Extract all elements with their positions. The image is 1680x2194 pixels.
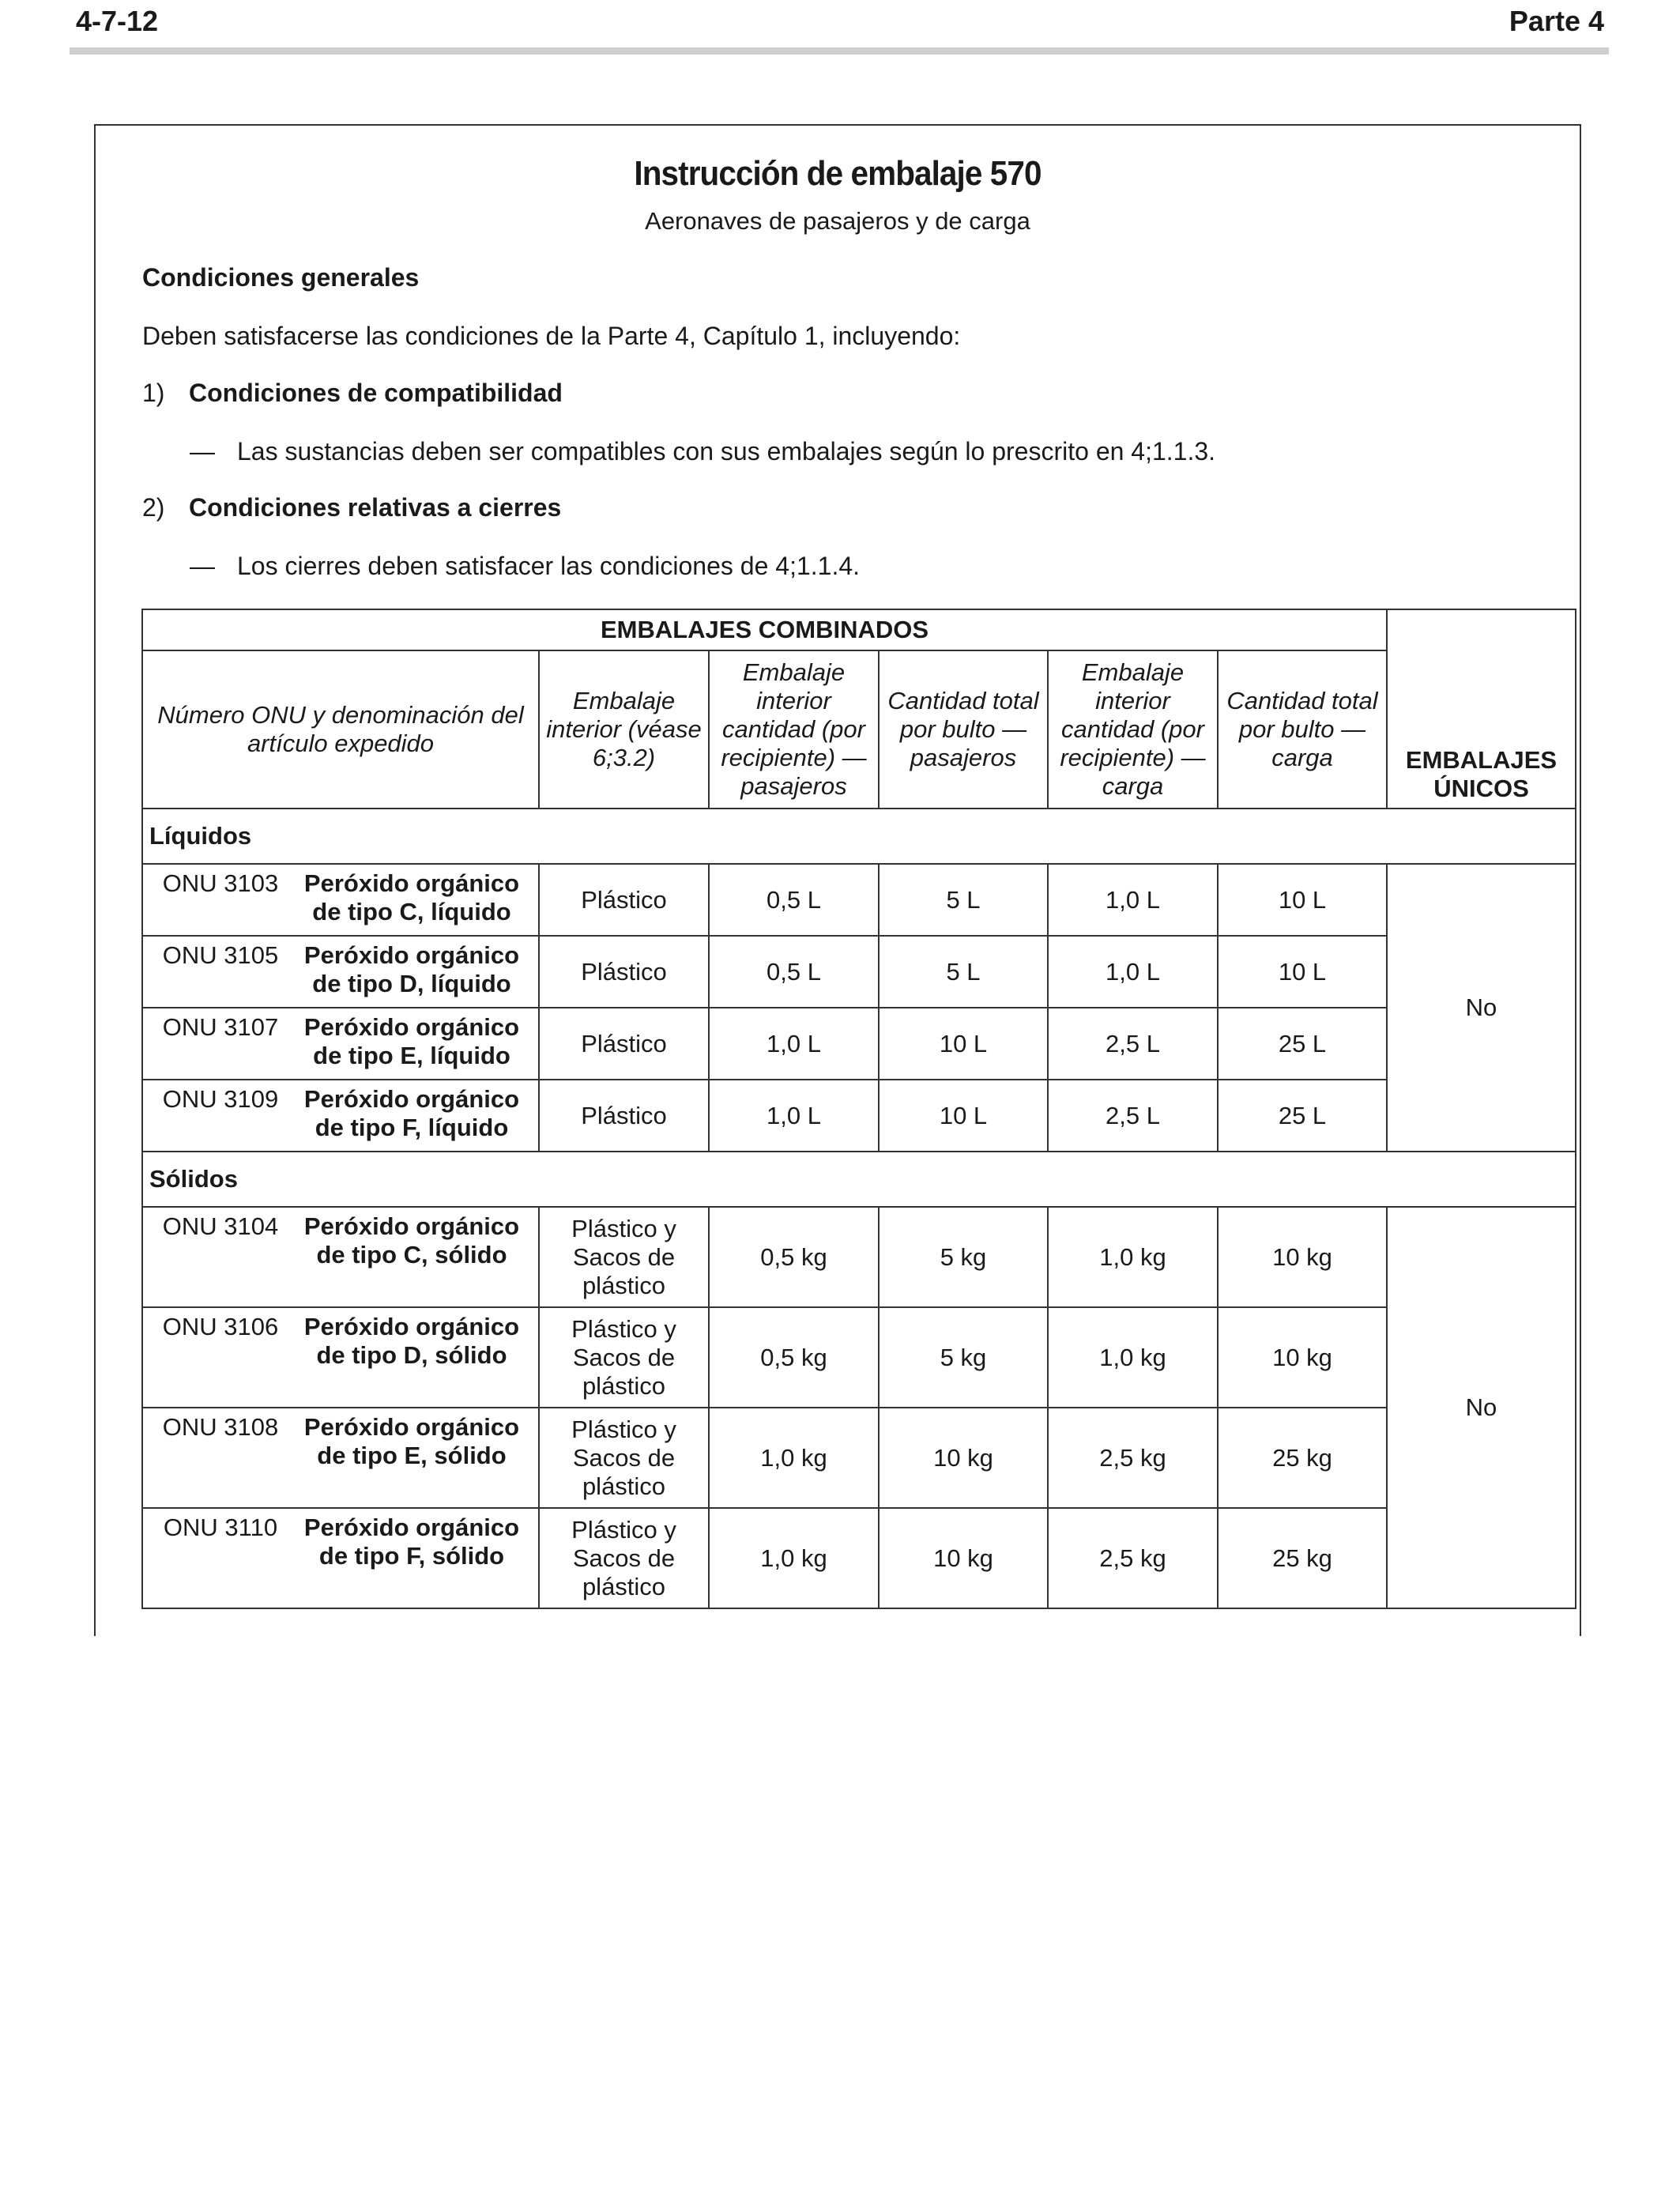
table-row	[142, 1508, 1576, 1608]
section-liquids: Líquidos	[142, 809, 1576, 864]
shipping-name: Peróxido orgánico de tipo E, líquido	[303, 1013, 520, 1069]
un-number: ONU 3106	[162, 1313, 279, 1340]
header-rule	[70, 47, 1609, 55]
pax-inner-qty: 0,5 kg	[709, 1307, 879, 1408]
table-row	[142, 936, 1576, 1008]
table-row	[142, 864, 1576, 936]
inner-packaging: Plástico y Sacos de plástico	[539, 1508, 709, 1608]
section-solids: Sólidos	[142, 1152, 1576, 1207]
shipping-name: Peróxido orgánico de tipo C, líquido	[303, 869, 520, 925]
cond1-dash: —	[190, 437, 215, 466]
general-heading: Condiciones generales	[142, 263, 420, 292]
cond2-number: 2)	[142, 493, 165, 522]
table-row	[142, 1207, 1576, 1307]
un-name-cell	[142, 1508, 539, 1608]
cond2-title: Condiciones relativas a cierres	[189, 493, 562, 522]
pax-total-qty: 10 kg	[879, 1408, 1048, 1508]
cond1-number: 1)	[142, 379, 165, 407]
un-number: ONU 3110	[163, 1514, 278, 1541]
cargo-inner-qty: 1,0 kg	[1048, 1207, 1218, 1307]
cargo-inner-qty: 2,5 L	[1048, 1080, 1218, 1152]
cargo-inner-qty: 2,5 kg	[1048, 1508, 1218, 1608]
un-name-cell	[142, 1207, 539, 1307]
pax-total-qty: 5 L	[879, 936, 1048, 1008]
pax-total-qty: 5 kg	[879, 1307, 1048, 1408]
un-name-cell	[142, 1080, 539, 1152]
cargo-total-qty: 10 kg	[1218, 1207, 1387, 1307]
single-packagings-liquids: No	[1387, 864, 1576, 1152]
cargo-inner-qty: 1,0 kg	[1048, 1307, 1218, 1408]
page-number: 4-7-12	[76, 5, 159, 37]
cargo-inner-qty: 1,0 L	[1048, 864, 1218, 936]
cargo-total-qty: 25 L	[1218, 1008, 1387, 1080]
pax-inner-qty: 0,5 kg	[709, 1207, 879, 1307]
general-text: Deben satisfacerse las condiciones de la Parte 4, Capítulo 1, incluyendo:	[142, 322, 961, 350]
inner-packaging: Plástico y Sacos de plástico	[539, 1408, 709, 1508]
table-row	[142, 1080, 1576, 1152]
table-row	[142, 1307, 1576, 1408]
inner-packaging: Plástico y Sacos de plástico	[539, 1207, 709, 1307]
pax-inner-qty: 1,0 L	[709, 1008, 879, 1080]
page-subtitle: Aeronaves de pasajeros y de carga	[645, 207, 1030, 235]
pax-total-qty: 10 L	[879, 1008, 1048, 1080]
inner-packaging: Plástico y Sacos de plástico	[539, 1307, 709, 1408]
col-header-inner-packaging: Embalaje interior (véase 6;3.2)	[539, 650, 709, 809]
packing-table	[141, 609, 1576, 1609]
pax-inner-qty: 1,0 L	[709, 1080, 879, 1152]
cond2-item: Los cierres deben satisfacer las condiciones de 4;1.1.4.	[237, 552, 861, 580]
un-name-cell	[142, 1008, 539, 1080]
pax-inner-qty: 1,0 kg	[709, 1508, 879, 1608]
inner-packaging: Plástico	[539, 936, 709, 1008]
cargo-inner-qty: 1,0 L	[1048, 936, 1218, 1008]
pax-inner-qty: 1,0 kg	[709, 1408, 879, 1508]
cargo-total-qty: 10 kg	[1218, 1307, 1387, 1408]
shipping-name: Peróxido orgánico de tipo F, sólido	[303, 1514, 520, 1570]
table-row	[142, 1008, 1576, 1080]
cond1-title: Condiciones de compatibilidad	[189, 379, 563, 407]
single-packagings-solids: No	[1387, 1207, 1576, 1608]
un-number: ONU 3105	[162, 941, 279, 969]
col-header-pax-total-qty: Cantidad total por bulto — pasajeros	[879, 650, 1048, 809]
cargo-inner-qty: 2,5 L	[1048, 1008, 1218, 1080]
cargo-inner-qty: 2,5 kg	[1048, 1408, 1218, 1508]
cond1-item: Las sustancias deben ser compatibles con sus embalajes según lo prescrito en 4;1.1.3.	[237, 437, 1216, 466]
un-name-cell	[142, 1408, 539, 1508]
un-number: ONU 3109	[162, 1085, 279, 1113]
inner-packaging: Plástico	[539, 1080, 709, 1152]
col-header-un-name: Número ONU y denominación del artículo expedido	[142, 650, 539, 809]
cond2-dash: —	[190, 552, 215, 580]
pax-inner-qty: 0,5 L	[709, 864, 879, 936]
single-packagings-header: EMBALAJES ÚNICOS	[1387, 609, 1576, 809]
col-header-cargo-inner-qty: Embalaje interior cantidad (por recipiente) — carga	[1048, 650, 1218, 809]
shipping-name: Peróxido orgánico de tipo D, sólido	[303, 1313, 520, 1369]
pax-total-qty: 5 kg	[879, 1207, 1048, 1307]
combined-packagings-header: EMBALAJES COMBINADOS	[142, 609, 1387, 650]
un-number: ONU 3108	[162, 1413, 279, 1441]
un-name-cell	[142, 864, 539, 936]
inner-packaging: Plástico	[539, 864, 709, 936]
shipping-name: Peróxido orgánico de tipo E, sólido	[303, 1413, 520, 1469]
cargo-total-qty: 25 kg	[1218, 1408, 1387, 1508]
col-header-cargo-total-qty: Cantidad total por bulto — carga	[1218, 650, 1387, 809]
shipping-name: Peróxido orgánico de tipo F, líquido	[303, 1085, 520, 1141]
part-label: Parte 4	[1509, 5, 1604, 37]
pax-total-qty: 5 L	[879, 864, 1048, 936]
pax-total-qty: 10 L	[879, 1080, 1048, 1152]
cargo-total-qty: 25 L	[1218, 1080, 1387, 1152]
page-title: Instrucción de embalaje 570	[634, 154, 1042, 193]
pax-inner-qty: 0,5 L	[709, 936, 879, 1008]
cargo-total-qty: 10 L	[1218, 864, 1387, 936]
table-row	[142, 1408, 1576, 1508]
cargo-total-qty: 10 L	[1218, 936, 1387, 1008]
shipping-name: Peróxido orgánico de tipo D, líquido	[303, 941, 520, 997]
un-name-cell	[142, 1307, 539, 1408]
un-number: ONU 3104	[162, 1212, 279, 1240]
col-header-pax-inner-qty: Embalaje interior cantidad (por recipiente) — pasajeros	[709, 650, 879, 809]
shipping-name: Peróxido orgánico de tipo C, sólido	[303, 1212, 520, 1269]
un-name-cell	[142, 936, 539, 1008]
cargo-total-qty: 25 kg	[1218, 1508, 1387, 1608]
un-number: ONU 3107	[162, 1013, 279, 1041]
inner-packaging: Plástico	[539, 1008, 709, 1080]
pax-total-qty: 10 kg	[879, 1508, 1048, 1608]
un-number: ONU 3103	[162, 869, 279, 897]
